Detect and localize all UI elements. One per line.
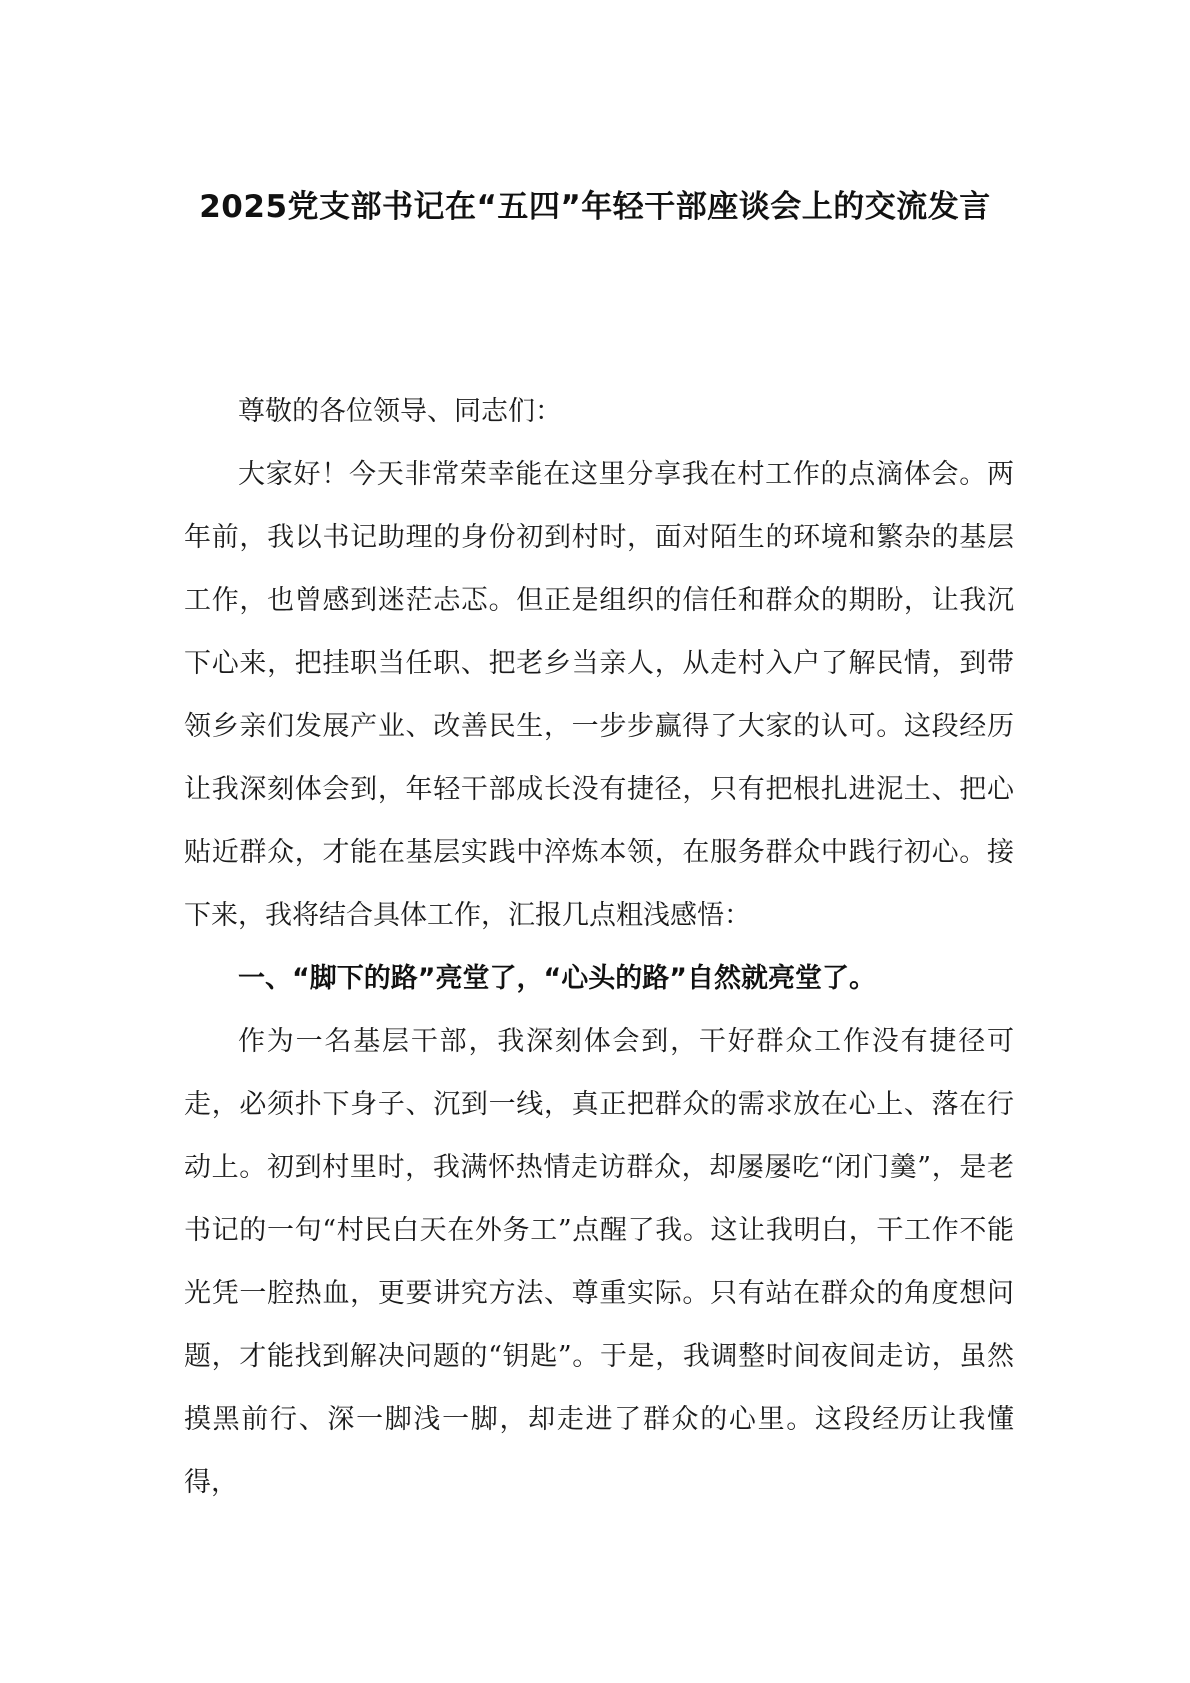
greeting-paragraph: 尊敬的各位领导、同志们： [238,396,562,427]
intro-paragraph: 大家好！今天非常荣幸能在这里分享我在村工作的点滴体会。两年前，我以书记助理的身份初到村时，面对陌生的环境和繁杂的基层工作，也曾感到迷茫忐忑。但正是组织的信任和群众的期盼，让我沉下心来，把挂职当任职、把老乡当亲人，从走村入户了解民情，到带领乡亲们发展产业、改善民生，一步步赢得了大家的认可。这段经历让我深刻体会到，年轻干部成长没有捷径，只有把根扎进泥土、把心贴近群众，才能在基层实践中淬炼本领，在服务群众中践行初心。接下来，我将结合具体工作，汇报几点粗浅感悟： [184,459,1014,931]
document-title: 2025党支部书记在“五四”年轻干部座谈会上的交流发言 [199,189,991,225]
section-1-paragraph: 作为一名基层干部，我深刻体会到，干好群众工作没有捷径可走，必须扑下身子、沉到一线，真正把群众的需求放在心上、落在行动上。初到村里时，我满怀热情走访群众，却屡屡吃“闭门羹”，是老书记的一句“村民白天在外务工”点醒了我。这让我明白，干工作不能光凭一腔热血，更要讲究方法、尊重实际。只有站在群众的角度想问题，才能找到解决问题的“钥匙”。于是，我调整时间夜间走访，虽然摸黑前行、深一脚浅一脚，却走进了群众的心里。这段经历让我懂得， [184,1026,1014,1498]
section-heading-1: 一、“脚下的路”亮堂了，“心头的路”自然就亮堂了。 [238,963,876,994]
document-body [184,380,1014,1514]
